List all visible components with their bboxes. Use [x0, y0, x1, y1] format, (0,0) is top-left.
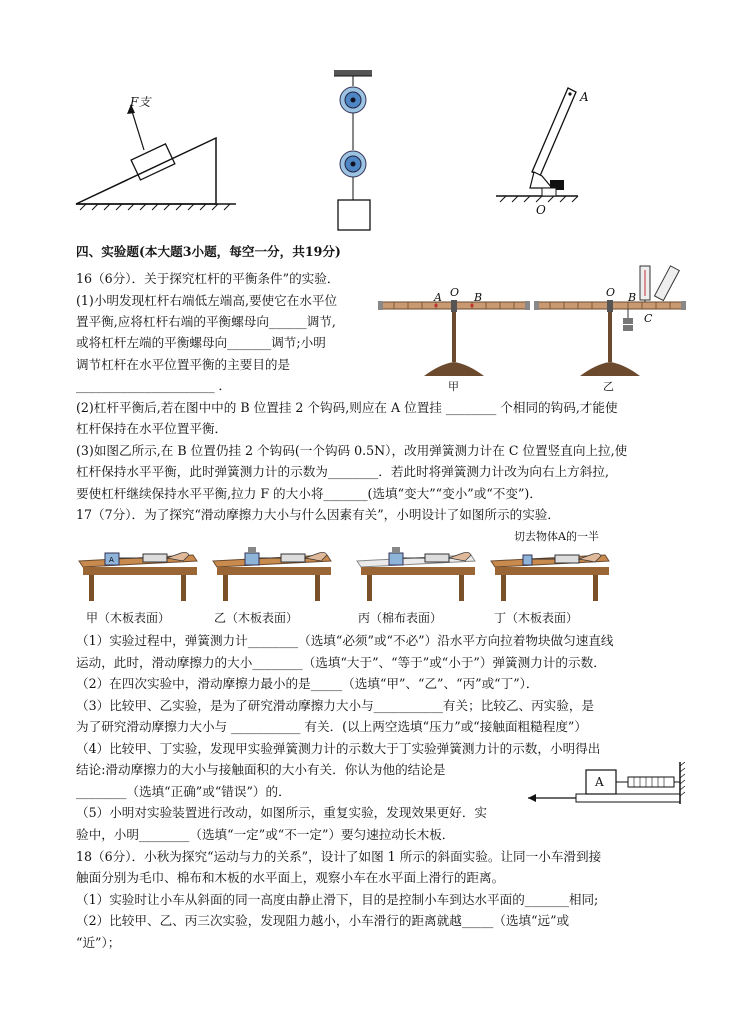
- block-a-text: A: [109, 556, 114, 564]
- lever-figure-yi: [536, 262, 686, 380]
- q16-line-7: (2)杠杆平衡后,若在图中中的 B 位置挂 2 个钩码,则应在 A 位置挂 ________ 个相同的钩码,才能使: [76, 400, 618, 415]
- q16-line-4: 或将杠杆左端的平衡螺母向_______调节;小明: [76, 335, 326, 350]
- friction-figure-ding: [489, 545, 617, 605]
- friction-caption-bing: 丙（棉布表面）: [358, 611, 443, 625]
- yi-label-b: B: [628, 291, 637, 304]
- q16-line-1: 16（6分）．关于探究杠杆的平衡条件”的实验．: [76, 271, 340, 286]
- q16-line-10: 杠杆保持水平平衡，此时弹簧测力计的示数为________．若此时将弹簧测力计改为向右上方斜拉,: [76, 464, 609, 479]
- q16-line-3: 置平衡,应将杠杆右端的平衡螺母向______调节,: [76, 314, 336, 329]
- point-a-label: A: [580, 90, 589, 104]
- q17-line-2: 运动，此时，滑动摩擦力的大小________（选填“大于”、“等于”或“小于”）弹簧测力计的示数．: [76, 655, 606, 670]
- q16-line-11: 要使杠杆继续保持水平平衡,拉力 F 的大小将_______(选填“变大”“变小”或“不变”)．: [76, 486, 542, 501]
- cut-label: 切去物体A的一半: [514, 530, 599, 543]
- q17-line-3: （2）在四次实验中，滑动摩擦力最小的是_____（选填“甲”、“乙”、“丙”或“丁”）．: [76, 676, 539, 691]
- jia-label-a: A: [434, 291, 442, 304]
- q17-line-7: 结论:滑动摩擦力的大小与接触面积的大小有关．你认为他的结论是: [76, 762, 446, 777]
- q18-line-3: （1）实验时让小车从斜面的同一高度由静止滑下，目的是控制小车到达水平面的_______相同;: [76, 892, 599, 907]
- friction-caption-yi: 乙（木板表面）: [214, 611, 299, 625]
- lever-figure-jia: [380, 290, 530, 380]
- q18-line-4: （2）比较甲、乙、丙三次实验，发现阻力越小，小车滑行的距离就越_____（选填“远”或: [76, 913, 570, 928]
- q17-line-8: ________（选填“正确”或“错误”）的．: [76, 784, 291, 799]
- q16-line-9: (3)如图乙所示,在 B 位置仍挂 2 个钩码(一个钩码 0.5N），改用弹簧测力计在 C 位置竖直向上拉,使: [76, 443, 628, 458]
- section-heading: 四、实验题(本大题3小题，每空一分，共19分): [76, 244, 341, 259]
- crowbar-figure: [496, 84, 586, 216]
- friction-figure-yi: [211, 545, 339, 605]
- q16-line-8: 杠杆保持在水平位置平衡．: [76, 421, 228, 436]
- point-o-label: O: [536, 203, 546, 217]
- q16-line-5: 调节杠杆在水平位置平衡的主要目的是: [76, 357, 291, 372]
- modified-setup-figure: [528, 762, 686, 808]
- q17-line-4: （3）比较甲、乙实验，是为了研究滑动摩擦力大小与___________有关；比较乙、丙实验，是: [76, 698, 595, 713]
- q17-intro: 17（7分）．为了探究“滑动摩擦力大小与什么因素有关”，小明设计了如图所示的实验．: [76, 507, 560, 522]
- yi-label-o: O: [606, 286, 616, 299]
- jia-label-b: B: [474, 291, 483, 304]
- yi-label-c: C: [644, 312, 653, 325]
- jia-label-o: O: [450, 286, 460, 299]
- q16-line-2: (1)小明发现杠杆右端低左端高,要使它在水平位: [76, 293, 338, 308]
- q16-line-6: ______________________ ．: [76, 378, 232, 393]
- q18-line-5: “近”）；: [76, 935, 121, 950]
- friction-figure-bing: [355, 545, 483, 605]
- q17-line-5: 为了研究滑动摩擦力大小与 ___________ 有关．(以上两空选填“压力”或“接触面粗糙程度”）: [76, 719, 587, 734]
- friction-caption-ding: 丁（木板表面）: [494, 611, 579, 625]
- q17-line-10: 验中，小明________（选填“一定”或“不一定”）要匀速拉动长木板．: [76, 827, 455, 842]
- jia-caption: 甲: [448, 380, 459, 393]
- friction-caption-jia: 甲（木板表面）: [86, 611, 171, 625]
- q18-line-2: 触面分别为毛巾、棉布和木板的水平面上，观察小车在水平面上滑行的距离。: [76, 870, 505, 885]
- friction-figure-jia: [77, 545, 205, 605]
- block-a-label: A: [595, 775, 604, 789]
- pulley-figure: [334, 70, 374, 232]
- q18-line-1: 18（6分）．小秋为探究“运动与力的关系”，设计了如图 1 所示的斜面实验。让同一小车滑到接: [76, 849, 602, 864]
- q17-line-1: （1）实验过程中，弹簧测力计________（选填“必须”或“不必”）沿水平方向拉着物块做匀速直线: [76, 633, 614, 648]
- q17-line-6: （4）比较甲、丁实验，发现甲实验弹簧测力计的示数大于丁实验弹簧测力计的示数，小明得出: [76, 741, 601, 756]
- q17-line-9: （5）小明对实验装置进行改动，如图所示，重复实验，发现效果更好．实: [76, 805, 488, 820]
- incline-figure: [76, 92, 246, 214]
- yi-caption: 乙: [603, 380, 614, 393]
- force-label: F支: [130, 95, 151, 109]
